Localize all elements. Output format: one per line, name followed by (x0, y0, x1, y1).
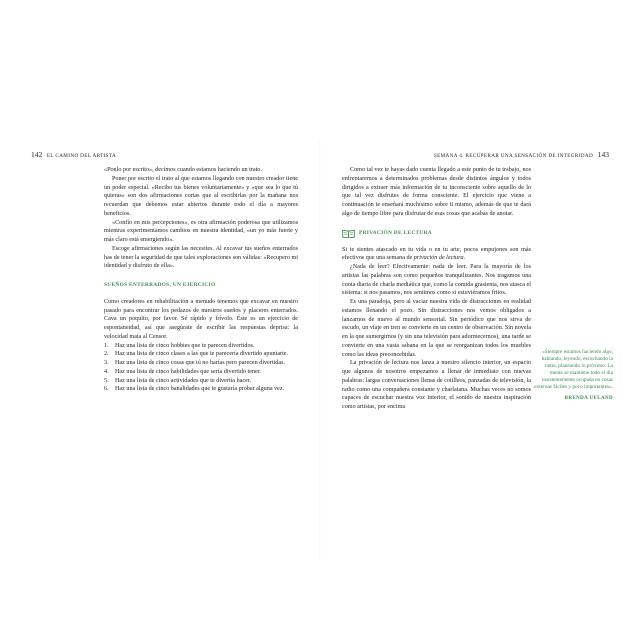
body-paragraph: Como tal vez te hayas dado cuenta llegado a este punto de tu trabajo, nos enfrentaremos a determinados problemas desde distintos ángulos y todos dirigidos a extraer más información de tu inconsciente sobre aquello de lo que tal vez disfrutes de forma consciente. El ejercicio que viene a continuación te enseñará muchísimo sobre ti mismo, además de que te dará algo de tiempo libre para disfrutar de esas cosas que acabas de anotar. (342, 167, 531, 217)
list-item-text: Haz una lista de cinco hobbies que te parecen divertidos. (115, 342, 255, 349)
list-item (104, 368, 298, 377)
right-page-body (342, 166, 531, 412)
section-heading-privacion: PRIVACIÓN DE LECTURA (359, 229, 432, 236)
right-running-title: SEMANA 4. RECUPERAR UNA SENSACIÓN DE INTEGRIDAD (433, 153, 594, 159)
body-paragraph: Escoge afirmaciones según las necesites. Al excavar tus sueños enterrados has de tener la seguridad de que tales exploraciones son válidas: «Recupero mi identidad y disfruto de ella». (104, 245, 298, 270)
right-page-number: 143 (597, 150, 609, 159)
list-item-text: Haz una lista de cinco cosas que tú no harías pero parecen divertidas. (115, 360, 285, 366)
list-item-number: 4. (104, 368, 109, 375)
emphasis-text: privación de lectura (413, 255, 464, 262)
list-item-number: 2. (104, 351, 109, 358)
quote-text: «Siempre estamos haciendo algo, hablando, leyendo, escuchando la radio, planeando lo próximo. La mente se mantiene todo el día insistentemente ocupada en cosas externas fáciles y poco importantes». (534, 349, 613, 391)
body-paragraph: Como creadores en rehabilitación a menudo tenemos que excavar en nuestro pasado para encontrar los pedazos de nuestros sueños y placeres enterrados. Cava un poquito, por favor. Sé rápido y frívolo. Éste es un ejercicio de espontaneidad, así que asegúrate de escribir las respuestas deprisa: la velocidad mata al Censor. (104, 298, 298, 340)
section-heading-row (342, 229, 531, 238)
list-item-text: Haz una lista de cinco habilidades que sería divertido tener. (115, 368, 261, 375)
open-book-icon (342, 229, 355, 238)
intro-text: Si te sientes atascado en tu vida o en tu arte, pocos empujones son más efectivos que una semana de (342, 246, 531, 262)
list-item-number: 1. (104, 342, 109, 349)
intro-text-end: . (463, 255, 466, 262)
gutter-shadow (319, 140, 321, 560)
body-paragraph (342, 246, 531, 264)
list-item-number: 6. (104, 386, 109, 393)
left-page-number: 142 (31, 150, 43, 159)
margin-pull-quote (533, 349, 613, 402)
right-running-header (434, 150, 612, 159)
list-item (104, 385, 298, 394)
section-heading-suenos: SUEÑOS ENTERRADOS, UN EJERCICIO (104, 282, 216, 288)
body-paragraph: La privación de lectura nos lanza a nuestro silencio interior, un espacio que algunos de nosotros empezamos a llenar de inmediato con nuevas palabras: largas conversaciones llenas de cotilleos, panzadas de televisión, la radio como una compañera constante y charlatana. Muchas veces no somos capaces de escuchar nuestra voz interior, el sonido de nuestra inspiración como artistas, por encima (342, 360, 531, 410)
list-item (104, 350, 298, 359)
list-item-text: Haz una lista de cinco clases a las que te parecería divertido apuntarte. (115, 351, 289, 358)
list-item-number: 5. (104, 377, 109, 384)
list-item (104, 359, 298, 368)
left-running-header (28, 150, 116, 159)
left-running-title: EL CAMINO DEL ARTISTA (46, 153, 117, 159)
body-paragraph: Es una paradoja, pero al vaciar nuestra vida de distracciones en realidad estamos llenando el pozo. Sin distracciones nos vemos obligados a lanzarnos de nuevo al mundo sensorial. Sin periódico que nos sirva de escudo, un viaje en tren se convierte en un centro de observación. Sin novela en la que sumergirnos (y sin una televisión para adormecernos), una tarde se convierte en una vasta sabana en la que se reorganizan todos los muebles como las ideas preconcebidas. (342, 299, 531, 358)
exercise-list (104, 342, 298, 395)
body-paragraph: Poner por escrito el trato al que estamos llegando con nuestro creador tiene un poder especial. «Recibo tus bienes voluntariamente» y «que sea lo que tú quieras» son dos afirmaciones cortas que al escribirlas por la mañana nos recuerdan que debemos estar abiertos durante todo el día a mayores beneficios. (104, 175, 298, 217)
list-item (104, 377, 298, 386)
body-paragraph: «Confío en mis percepciones», es otra afirmación poderosa que utilizamos mientras experimentamos cambios en nuestra identidad, «un yo más fuerte y más claro está emergiendo». (104, 219, 298, 243)
left-page-body (104, 166, 298, 394)
body-paragraph: ¿Nada de leer? Efectivamente: nada de leer. Para la mayoría de los artistas las palabras son como pequeños tranquilizantes. Nos tragamos una cuota diaria de charla mediática que, como la comida grasienta, nos atasca el sistema: si nos pasamos, nos sentimos como si estuviéramos fritos. (342, 264, 531, 297)
list-item (104, 342, 298, 351)
quote-author: BRENDA UELAND (564, 395, 613, 401)
list-item-text: Haz una lista de cinco actividades que te divertía hacer. (115, 377, 252, 384)
list-item-number: 3. (104, 360, 109, 366)
body-paragraph: «Ponlo por escrito», decimos cuando estamos haciendo un trato. (104, 167, 262, 173)
list-item-text: Haz una lista de cinco banalidades que te gustaría probar alguna vez. (115, 386, 285, 393)
